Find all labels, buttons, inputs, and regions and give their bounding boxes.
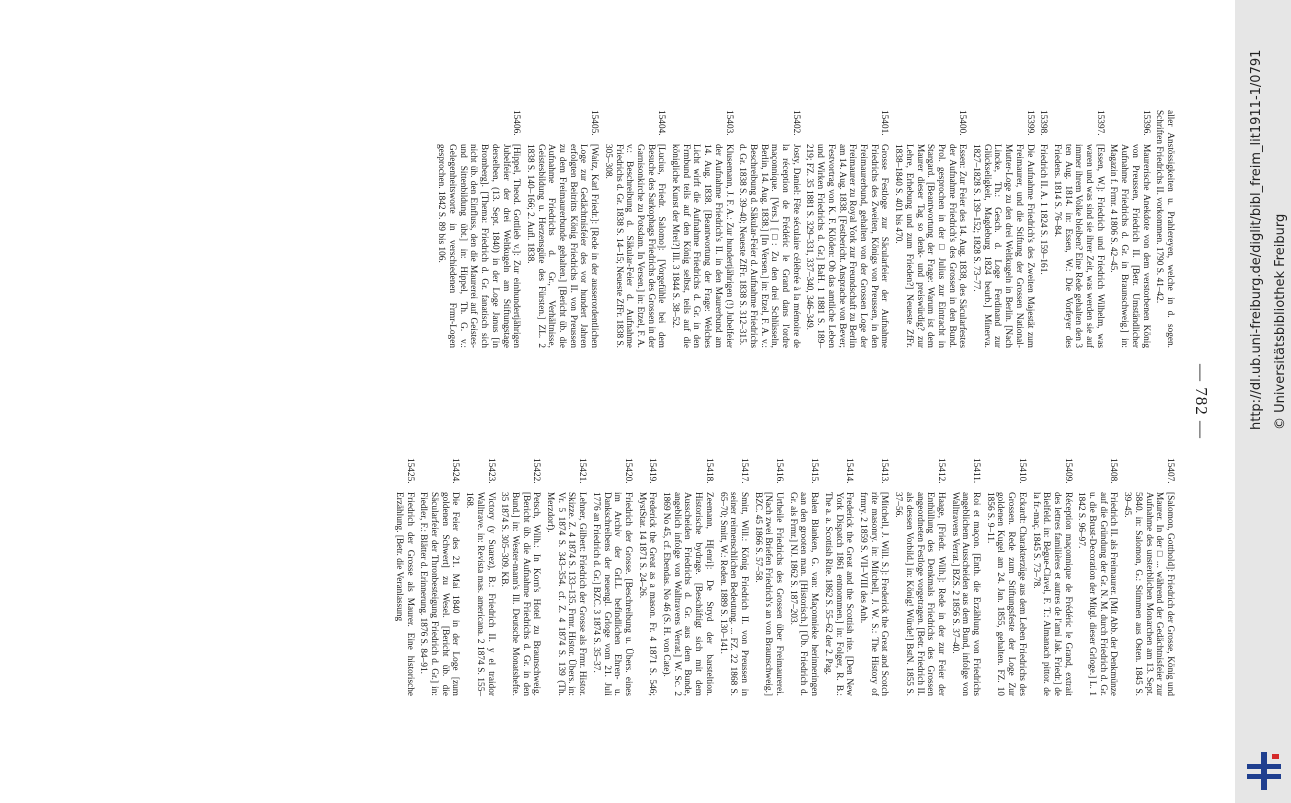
bibliography-entry bbox=[1076, 458, 1119, 696]
entry-number: 15412. bbox=[935, 458, 946, 484]
bibliography-column-right bbox=[390, 458, 1175, 696]
entry-number: 15399. bbox=[1024, 110, 1035, 136]
entry-text: [Hippel, Theod. Gottlieb v.]: Zur einhundertjährigen Jubelfeier der drei Weltkugeln am Stiftungstage derselben, (13. Sept. 1840) in der Loge Janus [in Bromberg]. [Thema: Friedrich d. Gr. fanatisch sich nicht üb. den Einfluss, den die Maurerei auf Geistes- und Sittenbildung übt.] in: Hippel, Th. G. v.: Gelegenheitsworte in verschiedenen Frmr-Logen gesprochen. 1842 S. 89 bis 106. bbox=[436, 144, 522, 348]
entry-text: Haage, [Friedr. Wilh.]: Rede in der zur Feier der Enthüllung des Denkmals Friedrichs des Grossen angeordneten Festloge vorgetragen. [Betr. Friedrich II. als dessen Vorbild.] in: König! Würde!] BstN. 1855 S. 37–56. bbox=[893, 492, 946, 696]
bibliography-entry bbox=[949, 458, 981, 696]
bibliography-entry bbox=[984, 458, 1027, 696]
entry-text: Zeemann, H[enri]: De Stryd der barsteltion. Historische bydrage. [Beschäftigt sich mit dem Ausscheiden Friedrichs d. Gr. aus dem Bunde, angeblich infolge von Walltravens Verrat.] W. Sc. 2 1869 No 45, cf. Ebendas. No 46 (S. H. von Cate). bbox=[661, 492, 714, 696]
ub-freiburg-logo-icon bbox=[1244, 750, 1284, 792]
bibliography-entry bbox=[892, 110, 967, 348]
entry-text: Urtheile Friedrichs des Grossen über Freimaurerei. [Nach zwei Briefen Friedrich's an von Braunschweig.] BZC. 45 1866 S. 57–58. bbox=[752, 492, 785, 696]
bibliography-entry bbox=[787, 458, 819, 696]
bibliography-entry bbox=[660, 458, 714, 696]
entry-text: aller Anstössigkeiten u. Prahlereyen, welche in d. sogen. Schriften Friedrichs II. vorkommen. 1790 S. 41–42. bbox=[1154, 110, 1175, 348]
bibliography-entry bbox=[752, 458, 784, 696]
bibliography-entry bbox=[1121, 458, 1175, 696]
entry-text: Petsch, Wilh.: In Korn's Hotel zu Braunschweig. [Bericht üb. die Aufnahme Friedrichs d. Gr. in den Bund.] in: Wester-mann's Ill. Deutsche Monatshefte. 35 1874 S. 305–309. KB. bbox=[499, 492, 542, 696]
bibliography-entry bbox=[393, 458, 414, 696]
entry-text: Die Feier des 21. Mai 1840 in der Loge [zum goldenen Schwert] zu Wesel. [Bericht üb. die Säcularfeier der Thronbesteigung Friedrich d. Gr.] in: Fiedler, F.: Blätter d. Erinnerung. 1876 S. 84–91. bbox=[418, 492, 461, 696]
entry-number: 15397. bbox=[1094, 110, 1105, 136]
entry-number: 15410. bbox=[1016, 458, 1027, 484]
entry-number: 15418. bbox=[703, 458, 714, 484]
entry-number: 15421. bbox=[577, 458, 588, 484]
bibliography-entry bbox=[602, 110, 666, 348]
entry-text: Smitt, Will.: König Friedrich II. von Preussen in seiner reimenschlichen Bedeutung. ... FZ. 22 1868 S. 65–70; Smitt, W.: Reden. 1889 S. 130–141. bbox=[717, 492, 749, 696]
entry-text: [Salomon, Gotthold]: Friedrich der Grosse, König und Maurer. In der □ ... während der Gedächtnisfeier zur Aufnahme des unsterblichen Monarchen am 13. Sept. 5840. in: Salomon, G.: Stimmen aus Osten. 1845 S. 39–45. bbox=[1122, 492, 1175, 696]
entry-text: Grosse Festloge zur Säcularfeier der Aufnahme Friedrichs des Zweiten, Königs von Preussen, in den Freimaurerbund, gehalten von der Grossen Loge der Freimaurer zu Royal York zur Freundschaft zu Berlin am 14. Aug. 1838. [Festbericht. Ansprache von Bever; Festvortrag von K. F. Klöden: Ob das amtliche Leben und Wirken Friedrichs d. Gr.] BaH. 1 1881 S. 189–219; FZ. 35 1881 S. 329–331, 337–340, 346–349. bbox=[804, 144, 890, 348]
entry-text: Josty, Daniel: Fête séculaire célébrée à la mémoire de la réception de Frédéric le Grand dans l'ordre maçonnique. [Vers.] [□: Zu den drei Schlüsseln, Berlin, 14. Aug. 1838.] [In Versen.] in: Etzel, F. A. v.: Beschreibung d. Säkular-Feier d. Aufnahme Friedrichs d. Gr. 1838 S. 39–40; Neueste ZfFr. 1838 S. 312–315. bbox=[737, 144, 801, 348]
bibliography-entry bbox=[499, 458, 542, 696]
entry-text: Réception maçonnique de Frédéric le Grand, extrait des lettres familières et autres de l'ami Jak. Friedr.] de Bielfeld. in: Bègue-Clavel, F. T.: Almanach pittor. de la fr.-maç. 1845 S. 73–78. bbox=[1030, 492, 1073, 696]
entry-text: Frederick the Great and the Scottish rite. [Den New York Dispatch 1861 entnommen.] in: Folger, R. B.: The a. a. Scottish Rite. 1862 S. 55–62 der 2. Pag. bbox=[822, 492, 855, 696]
page-number: — 782 — bbox=[1192, 364, 1211, 439]
bibliography-entry bbox=[970, 110, 1034, 348]
entry-text: Balen Blanken, G. van: Maçonnieke herinneringen aan den grooten man. [Historisch.] [Üb. Friedrich d. Gr. als Frmr.] NJ. 1862 S. 187–203. bbox=[787, 492, 820, 696]
entry-text: Victory (y Suarez), B.: Friedrich II. y el traidor Walltrave. in: Revista mas. americana. 2 1874 S. 155–168. bbox=[464, 492, 496, 696]
entry-text: [Mitchell, J. Will. S.]: Frederick the Great and Scotch rite masonry. in: Mitchell, J. W. S.: The History of frmry. 2 1859 S. VII–VIII des Anh. bbox=[858, 492, 890, 696]
bibliography-entry bbox=[1108, 110, 1151, 348]
entry-number: 15424. bbox=[450, 458, 461, 484]
entry-text: [Lucius, Friedr. Salomo]: [Vorgefühle bei dem Besuche des Sarkophags Friedrichs des Grossen in der Garnisonkirche zu Potsdam. In Versen.] in: Etzel, F. A. v.: Beschreibung d. Säkular-Feier d. Aufnahme Friedrichs d. Gr. 1838 S. 14–15; Neueste ZfFr. 1838 S. 305–308. bbox=[602, 144, 667, 349]
entry-text: Essen: Zur Feier des 14. Aug. 1838, des Säcularfestes der Aufnahme Friedrich's des Grossen in den Bund. Prol. gesprochen in der □ Julius zur Eintracht in Stargard. [Beantwortung der Frage: Warum ist dem Maurer dieser Tag so denk- und preiswürdig? zur Lehre, Erhebung und zum Frieden?] Neueste ZfFr. 1838–1840 S. 401 bis 470. bbox=[893, 144, 968, 348]
entry-text: Lehner, Gilbert: Friedrich der Grosse als Frmr. Histor. Skizze. Z. 4 1874 S. 133–135. Frmr. Histor. Übers. in: Vr. 5 1874 S. 343–354. cf. Z. 4 1874 S. 139 (Th. Merzdorf). bbox=[545, 492, 588, 696]
entry-text: Friedrich der Grosse als Maurer. Eine historische Erzählung. [Betr. die Veranlassung bbox=[393, 492, 415, 696]
entry-number: 15417. bbox=[738, 458, 749, 484]
entry-number: 15419. bbox=[647, 458, 658, 484]
entry-number: 15400. bbox=[957, 110, 968, 136]
bibliography-entry bbox=[418, 458, 461, 696]
bibliography-entry bbox=[717, 458, 749, 696]
entry-text: Friedrich II. A. 1 1824 S. 159–161. bbox=[1038, 144, 1049, 275]
bibliography-column-left bbox=[433, 110, 1175, 348]
bibliography-entry bbox=[524, 110, 599, 348]
entry-text: Eckardt: Charakterzüge aus dem Leben Friedrichs des Grossen. Rede zum Stiftungsfeste der Loge Zur goldenen Kugel am 24. Jan. 1855, gehalten. FZ. 10 1856 S. 9–11. bbox=[984, 492, 1027, 696]
bibliography-entry bbox=[892, 458, 946, 696]
entry-text: [Essen, W.]: Friedrich und Friedrich Wilhelm, was waren und was sind sie ihrer Zeit, was werden sie auf immer ihrem Volke bleiben? Eine Rede gehalten den 3 ten Aug. 1814. in: Essen, W.: Die Vorfeyer des Friedens. 1814 S. 76–84. bbox=[1051, 144, 1105, 348]
entry-number: 15401. bbox=[879, 110, 890, 136]
entry-number: 15413. bbox=[879, 458, 890, 484]
bibliography-entry bbox=[1154, 110, 1175, 348]
bibliography-entry bbox=[590, 458, 633, 696]
entry-text: Maurerische Anekdote von dem verstorbenen König von Preussen, Friedrich II. [Betr. Umständlicher Aufnahme Friedrichs d. Gr. in Braunschweig.] in: Magazin f. Frmr. 4 1806 S. 42–45. bbox=[1108, 144, 1151, 348]
entry-number: 15406. bbox=[511, 110, 522, 136]
entry-number: 15423. bbox=[485, 458, 496, 484]
entry-text: [Waitz, Karl Friedr.]: [Rede in der ausserordentlichen Loge zur Gedächtnisfeier des vor hundert Jahren erfolgten Beitritts König Friedrichs II. von Preussen zu dem Freimaurerbunde gehalten.] [Bericht üb. die Aufnahme Friedrichs d. Gr., Verhältnisse, Geistesbildung u. Herzensgüte des Fürsten.] ZL. 2 1838 S. 140–166; 2. Aufl. 1838. bbox=[524, 144, 600, 348]
entry-text: Friedrich der Grosse. [Beschreibung u. Übers. eines im Archiv der GrLL befindlichen Ehren- u. Dankschreibens der neuengl. Grloge vom 21. Juli 1776 an Friedrich d. Gr.] BZC. 3 1874 S. 35–37. bbox=[590, 492, 633, 696]
bibliography-entry bbox=[669, 110, 733, 348]
entry-number: 15402. bbox=[790, 110, 801, 136]
entry-number: 15414. bbox=[844, 458, 855, 484]
bibliography-entry bbox=[737, 110, 801, 348]
entry-number: 15409. bbox=[1062, 458, 1073, 484]
entry-number: 15411. bbox=[971, 458, 982, 484]
bibliography-entry bbox=[463, 458, 495, 696]
entry-number: 15425. bbox=[404, 458, 415, 484]
entry-text: Klusemann, J. F. A.: Zur hundertjährigen (!) Jubelfeier der Aufnahme Friedrich's II. in den Maurerbund am 14. Aug. 1838. [Beantwortung der Frage: Welches Licht wirft die Aufnahme Friedrichs d. Gr. in den Frmbund teils auf den König selbst, teils auf die königliche Kunst der Mrei?] Ill. 3 1844 S. 38–52. bbox=[670, 144, 734, 348]
bibliography-entry bbox=[1030, 458, 1073, 696]
bibliography-entry bbox=[804, 110, 890, 348]
entry-number: 15405. bbox=[589, 110, 600, 136]
bibliography-entry bbox=[857, 458, 889, 696]
entry-number: 15416. bbox=[774, 458, 785, 484]
bibliography-entry bbox=[544, 458, 587, 696]
bibliography-entry bbox=[436, 110, 522, 348]
entry-text: Roi et maçon. [Enth. die Erzählung von Friedrichs angeblichem Ausscheiden aus dem Bund, infolge von Walltravens Verrat.] BZS. 2 1856 S. 37–40. bbox=[949, 492, 982, 696]
entry-text: Frederick the Great as a mason. Fr. 4 1871 S. 546; MystStar. 14 1871 S. 24–26. bbox=[636, 492, 658, 696]
entry-number: 15396. bbox=[1140, 110, 1151, 136]
entry-text: Friedrich II. als Freimaurer. [Mit Abb. der Denkmünze auf die Gründung der Gr. N. M. durch Friedrich d. Gr. u. die Brust-Decoration der Mitgl. dieser Grloge.] L. 1 1842 S. 96–97. bbox=[1076, 492, 1119, 696]
bibliography-entry bbox=[1051, 110, 1105, 348]
entry-text: Die Aufnahme Friedrich's des Zweiten Majestät zum Freimaurer, und die Stiftung der Grossen National-Mutter-Loge zu den drei Weltkugeln in Berlin. [Nach Lincke, Th.: Gesch. d. Loge Ferdinand zur Glückseligkeit, Magdeburg 1824 beurb.] Minerva. 1827–1828 S. 139–152; 1828 S. 73–77. bbox=[971, 144, 1035, 348]
entry-number: 15407. bbox=[1165, 458, 1175, 484]
entry-number: 15415. bbox=[809, 458, 820, 484]
entry-number: 15420. bbox=[622, 458, 633, 484]
footer-copyright: © Universitätsbibliothek Freiburg bbox=[1273, 213, 1288, 430]
bibliography-entry bbox=[1038, 110, 1049, 348]
bibliography-entry bbox=[636, 458, 657, 696]
entry-number: 15422. bbox=[531, 458, 542, 484]
entry-number: 15403. bbox=[723, 110, 734, 136]
footer-url-link[interactable]: http://dl.ub.uni-freiburg.de/diglit/bibl_freim_lit1911-1/0791 bbox=[1249, 49, 1264, 430]
entry-number: 15404. bbox=[656, 110, 667, 136]
entry-number: 15408. bbox=[1108, 458, 1119, 484]
bibliography-entry bbox=[822, 458, 854, 696]
entry-number: 15398. bbox=[1038, 110, 1049, 136]
